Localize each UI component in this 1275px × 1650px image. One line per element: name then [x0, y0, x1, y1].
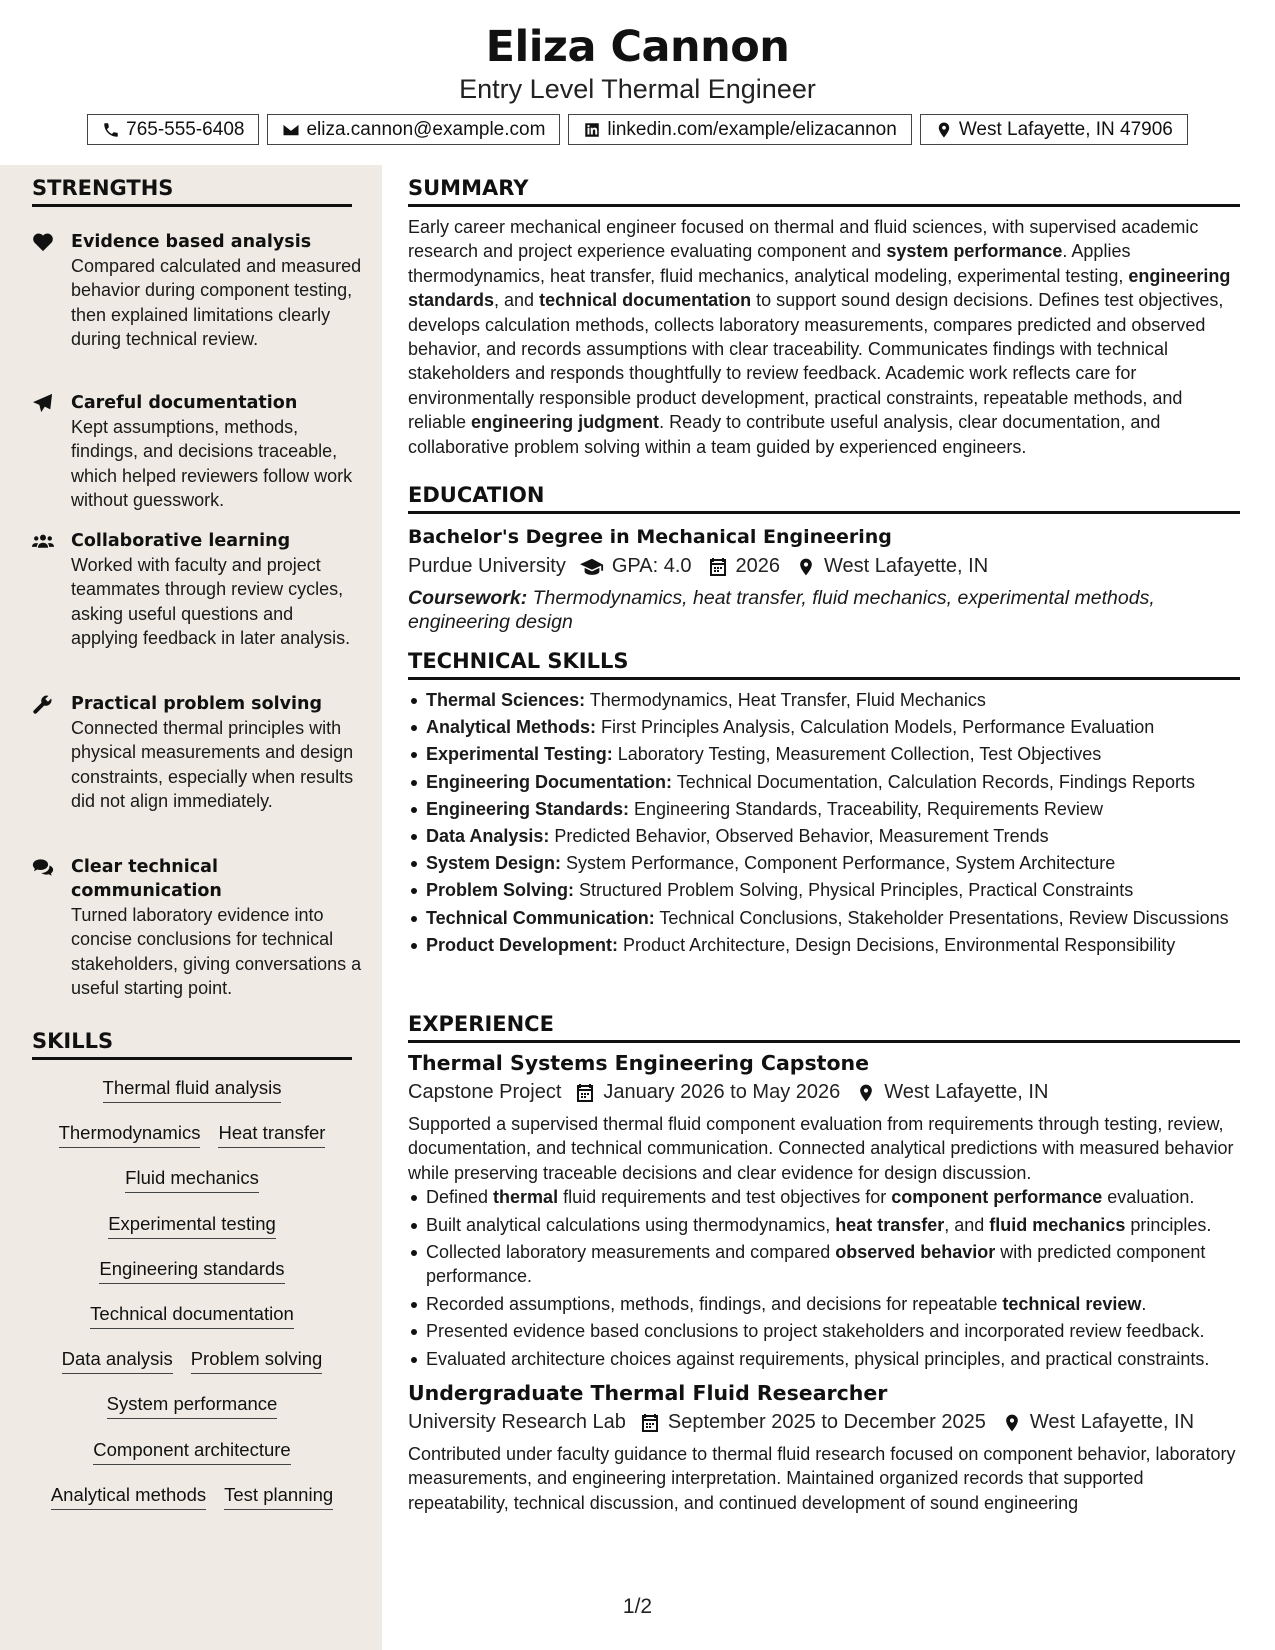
- list-item: Data Analysis: Predicted Behavior, Observed Behavior, Measurement Trends: [408, 824, 1240, 848]
- job-role: Undergraduate Thermal Fluid Researcher: [408, 1381, 888, 1406]
- list-item: Problem Solving: Structured Problem Solving, Physical Principles, Practical Constraints: [408, 878, 1240, 902]
- job-dates: September 2025 to December 2025: [667, 1411, 986, 1434]
- skill-tag: Problem solving: [191, 1346, 323, 1374]
- job-intro: Supported a supervised thermal fluid component evaluation from requirements through testing, review, documentation, and technical communication. Connected analytical predictions with measured behavior while preserving traceable decisions and clear evidence for design discussion.: [408, 1114, 1234, 1183]
- skill-tag: Thermal fluid analysis: [103, 1075, 282, 1103]
- contact-text: eliza.cannon@example.com: [306, 118, 546, 140]
- technical-skills-list: [408, 688, 1240, 957]
- strength-item: [32, 529, 362, 651]
- summary-heading: SUMMARY: [408, 176, 1240, 207]
- strengths-heading: STRENGTHS: [32, 176, 352, 207]
- contact-location[interactable]: [920, 114, 1188, 145]
- skill-tag: Test planning: [224, 1482, 333, 1510]
- job-location: West Lafayette, IN: [1029, 1411, 1195, 1434]
- skill-tag: Experimental testing: [108, 1211, 276, 1239]
- map-pin-icon: [1002, 1413, 1022, 1433]
- skill-tag: Data analysis: [62, 1346, 173, 1374]
- gpa: GPA: 4.0: [611, 555, 692, 577]
- skill-tag: Technical documentation: [90, 1301, 294, 1329]
- list-item: Product Development: Product Architecture, Design Decisions, Environmental Responsibility: [408, 933, 1240, 957]
- list-item: Built analytical calculations using thermodynamics, heat transfer, and fluid mechanics principles.: [408, 1213, 1240, 1237]
- resume-header: [0, 0, 1275, 165]
- list-item: System Design: System Performance, Component Performance, System Architecture: [408, 851, 1240, 875]
- job-role: Thermal Systems Engineering Capstone: [408, 1051, 870, 1075]
- job-org: University Research Lab: [408, 1411, 626, 1434]
- strength-desc: Turned laboratory evidence into concise conclusions for technical stakeholders, giving conversations a useful starting point.: [71, 905, 362, 999]
- contact-text: linkedin.com/example/elizacannon: [607, 118, 897, 140]
- page-number: 1/2: [622, 1595, 653, 1618]
- list-item: Presented evidence based conclusions to project stakeholders and incorporated review feedback.: [408, 1319, 1240, 1343]
- strength-desc: Worked with faculty and project teammates through review cycles, asking useful questions and applying feedback in later analysis.: [71, 555, 351, 649]
- education-meta: [408, 555, 1240, 578]
- skill-tag: Component architecture: [93, 1437, 290, 1465]
- list-item: Technical Communication: Technical Conclusions, Stakeholder Presentations, Review Discussions: [408, 906, 1240, 930]
- job-bullets: [408, 1185, 1240, 1371]
- school-name: Purdue University: [408, 555, 566, 577]
- list-item: Engineering Documentation: Technical Documentation, Calculation Records, Findings Reports: [408, 770, 1240, 794]
- comments-icon: [32, 857, 54, 877]
- skills-list: [32, 1075, 352, 1527]
- coursework: Coursework: Thermodynamics, heat transfer, fluid mechanics, experimental methods, engineering design: [408, 587, 1155, 633]
- strength-item: [32, 692, 362, 814]
- list-item: Defined thermal fluid requirements and test objectives for component performance evaluation.: [408, 1185, 1240, 1209]
- job-entry: [408, 1381, 1240, 1515]
- list-item: Engineering Standards: Engineering Standards, Traceability, Requirements Review: [408, 797, 1240, 821]
- job-entry: [408, 1051, 1240, 1371]
- list-item: Experimental Testing: Laboratory Testing, Measurement Collection, Test Objectives: [408, 742, 1240, 766]
- wrench-icon: [32, 694, 54, 714]
- envelope-icon: [282, 121, 300, 139]
- skills-heading: SKILLS: [32, 1029, 352, 1060]
- graduation-cap-icon: [580, 557, 604, 577]
- graduation-year: 2026: [735, 555, 781, 577]
- technical-skills-heading: TECHNICAL SKILLS: [408, 649, 1240, 680]
- job-intro: Contributed under faculty guidance to thermal fluid research focused on component behavior, laboratory measurements, and engineering interpretation. Maintained organized records that supported repeatability, technical discussion, and continued development of sound engineering: [408, 1444, 1236, 1513]
- skill-tag: Analytical methods: [51, 1482, 206, 1510]
- summary-section: [408, 176, 1240, 459]
- list-item: Evaluated architecture choices against requirements, physical principles, and practical constraints.: [408, 1347, 1240, 1371]
- job-meta: [408, 1081, 1240, 1104]
- linkedin-icon: [583, 121, 601, 139]
- list-item: Thermal Sciences: Thermodynamics, Heat Transfer, Fluid Mechanics: [408, 688, 1240, 712]
- education-heading: EDUCATION: [408, 483, 1240, 514]
- strength-title: Evidence based analysis: [71, 232, 312, 252]
- skill-tag: Engineering standards: [99, 1256, 284, 1284]
- strength-item: [32, 391, 362, 513]
- list-item: Recorded assumptions, methods, findings, and decisions for repeatable technical review.: [408, 1292, 1240, 1316]
- experience-heading: EXPERIENCE: [408, 1012, 1240, 1043]
- job-org: Capstone Project: [408, 1081, 562, 1103]
- summary-text: Early career mechanical engineer focused on thermal and fluid sciences, with supervised academic research and project experience evaluating component and system performance. Applies thermodynamics, heat transfer, fluid mechanics, analytical modeling, experimental testing, engineering standards, and technical documentation to support sound design decisions. Defines test objectives, develops calculation methods, collects laboratory measurements, compares predicted and observed behavior, and records assumptions with clear traceability. Communicates findings with technical stakeholders and responds thoughtfully to review feedback. Academic work reflects care for environmentally responsible product development, practical constraints, repeatable methods, and reliable engineering judgment. Ready to contribute useful analysis, clear documentation, and collaborative problem solving within a team guided by experienced engineers.: [408, 217, 1231, 457]
- job-meta: [408, 1411, 1240, 1434]
- strength-title: Collaborative learning: [71, 531, 291, 551]
- strength-item: [32, 230, 362, 352]
- strength-title: Practical problem solving: [71, 694, 323, 714]
- phone-icon: [102, 121, 120, 139]
- job-location: West Lafayette, IN: [884, 1081, 1049, 1103]
- skill-tag: Heat transfer: [218, 1120, 325, 1148]
- contact-linkedin[interactable]: [568, 114, 911, 145]
- calendar-icon: [575, 1083, 595, 1103]
- technical-skills-section: [408, 649, 1240, 960]
- map-pin-icon: [796, 557, 816, 577]
- education-section: [408, 483, 1240, 634]
- candidate-title: Entry Level Thermal Engineer: [459, 74, 816, 104]
- experience-section: [408, 1012, 1240, 1515]
- job-dates: January 2026 to May 2026: [603, 1081, 841, 1103]
- skill-tag: Fluid mechanics: [125, 1165, 259, 1193]
- strength-desc: Connected thermal principles with physical measurements and design constraints, especially when results did not align immediately.: [71, 718, 354, 812]
- list-item: Collected laboratory measurements and compared observed behavior with predicted component performance.: [408, 1240, 1240, 1289]
- contact-text: West Lafayette, IN 47906: [958, 118, 1173, 140]
- contact-email[interactable]: [267, 114, 560, 145]
- degree-title: Bachelor's Degree in Mechanical Engineering: [408, 526, 892, 548]
- paper-plane-icon: [32, 393, 54, 413]
- skill-tag: System performance: [107, 1391, 278, 1419]
- strength-title: Clear technical communication: [71, 857, 222, 901]
- strength-title: Careful documentation: [71, 393, 298, 413]
- heart-icon: [32, 232, 54, 252]
- calendar-icon: [708, 557, 728, 577]
- map-pin-icon: [856, 1083, 876, 1103]
- school-location: West Lafayette, IN: [824, 555, 989, 577]
- strength-desc: Kept assumptions, methods, findings, and decisions traceable, which helped reviewers follow work without guesswork.: [71, 417, 353, 511]
- contact-phone[interactable]: [87, 114, 259, 145]
- candidate-name: Eliza Cannon: [485, 22, 790, 72]
- strength-item: [32, 855, 362, 1001]
- users-icon: [32, 531, 54, 551]
- map-pin-icon: [935, 121, 953, 139]
- strength-desc: Compared calculated and measured behavior during component testing, then explained limitations clearly during technical review.: [71, 256, 362, 350]
- skill-tag: Thermodynamics: [59, 1120, 201, 1148]
- calendar-icon: [640, 1413, 660, 1433]
- contact-text: 765-555-6408: [126, 118, 245, 140]
- contact-bar: [0, 114, 1275, 145]
- list-item: Analytical Methods: First Principles Analysis, Calculation Models, Performance Evaluation: [408, 715, 1240, 739]
